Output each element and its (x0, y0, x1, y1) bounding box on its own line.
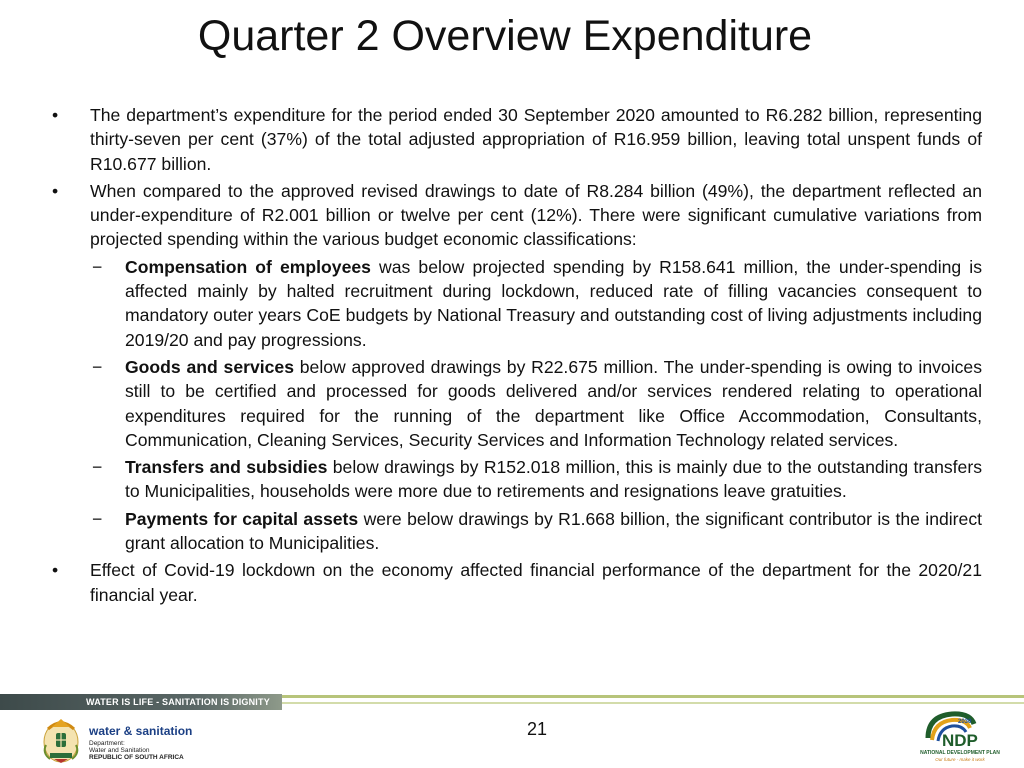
ndp-name-text: NATIONAL DEVELOPMENT PLAN (920, 750, 1000, 756)
bullet-item (50, 103, 982, 176)
bullet-text: The department’s expenditure for the period ended 30 September 2020 amounted to R6.282 billion, representing thirty-seven per cent (37%) of the total adjusted appropriation of R16.959 billion, leaving total unspent funds of R10.677 billion. (90, 105, 982, 174)
svg-text:2030: 2030 (958, 719, 972, 725)
bullet-text: When compared to the approved revised drawings to date of R8.284 billion (49%), the department reflected an under-expenditure of R2.001 billion or twelve per cent (12%). There were significant cumulative variations from projected spending within the various budget economic classifications: (90, 180, 982, 250)
dws-brand-text: water & sanitation (89, 724, 193, 738)
dash-icon: − (92, 457, 103, 478)
sub-item (50, 255, 982, 352)
ndp-logo-icon (908, 710, 1012, 752)
bullet-icon: • (52, 560, 59, 581)
bullet-item (50, 558, 982, 607)
dws-department-text: Department: Water and Sanitation REPUBLIC OF SOUTH AFRICA (89, 740, 184, 761)
footer-banner (0, 694, 1024, 710)
dws-logo (36, 715, 206, 765)
dash-icon: − (92, 256, 103, 277)
bullet-item (50, 179, 982, 252)
sub-item-text: was below projected spending by R158.641 million, the under-spending is affected mainly by halted recruitment during lockdown, reduced rate of filling vacancies consequent to mandatory outer years CoE budgets by National Treasury and outstanding cost of living adjustments including 2019/20 and pay progressions. (125, 256, 982, 350)
sub-item-heading: Compensation of employees (125, 256, 371, 277)
svg-text:NDP: NDP (942, 731, 978, 750)
sub-item (50, 355, 982, 452)
sub-item-heading: Payments for capital assets (125, 508, 359, 529)
sub-item-text: below drawings by R152.018 million, this is mainly due to the outstanding transfers to Municipalities, households were more due to retirements and resignations leave gratuities. (125, 457, 982, 502)
ndp-tagline-text: Our future - make it work (935, 757, 985, 762)
sub-item-heading: Transfers and subsidies (125, 457, 328, 478)
sub-item-text: below approved drawings by R22.675 million. The under-spending is owing to invoices still to be certified and processed for goods delivered and/or services rendered relating to operational expenditures required for the running of the department like Office Accommodation, Consultants, Communication, Cleaning Services, Security Services and Information Technology related services. (125, 356, 982, 450)
ndp-logo (908, 710, 1018, 766)
sub-item (50, 507, 982, 556)
sub-item-text: were below drawings by R1.668 billion, the significant contributor is the indirect grant allocation to Municipalities. (125, 508, 982, 554)
bullet-icon: • (52, 105, 59, 125)
footer-divider-secondary (282, 702, 1024, 704)
footer-divider (282, 695, 1024, 698)
slide-title: Quarter 2 Overview Expenditure (197, 12, 813, 60)
coat-of-arms-icon (36, 715, 86, 765)
dash-icon: − (92, 356, 103, 377)
sub-item-heading: Goods and services (125, 356, 294, 377)
footer-banner-text: WATER IS LIFE - SANITATION IS DIGNITY (0, 694, 282, 710)
dash-icon: − (92, 508, 103, 529)
sub-item (50, 455, 982, 504)
page-number: 21 (526, 719, 548, 739)
bullet-icon: • (52, 180, 59, 201)
bullet-text: Effect of Covid-19 lockdown on the economy affected financial performance of the department for the 2020/21 financial year. (90, 560, 982, 605)
slide-body (50, 103, 982, 610)
